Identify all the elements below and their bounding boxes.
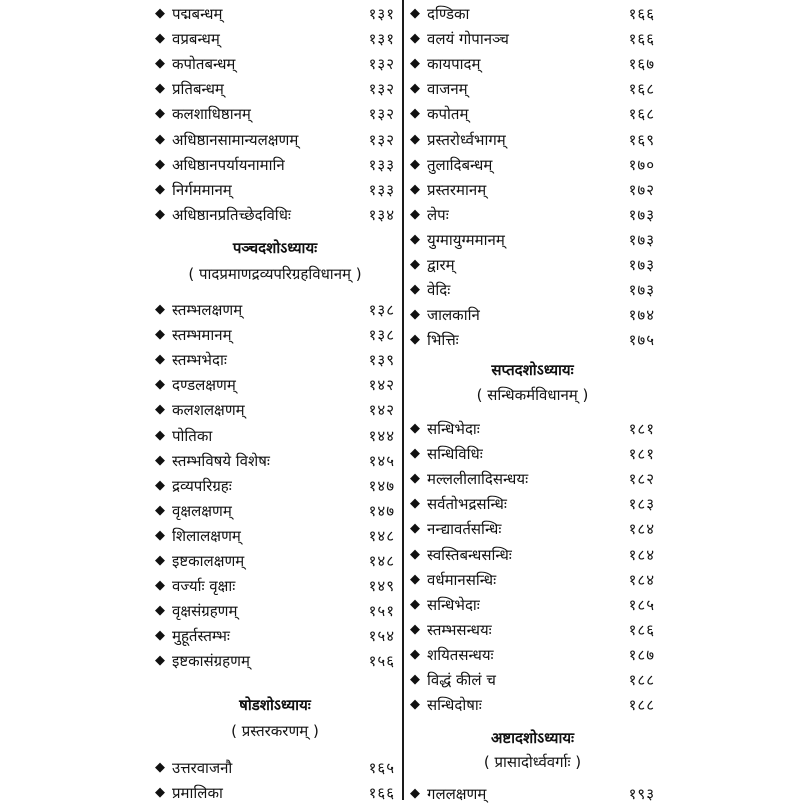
toc-entry-title: विद्धं कीलं च [427, 671, 496, 689]
toc-entry [155, 624, 395, 648]
chapter-heading: अष्टादशोऽध्यायः [490, 729, 575, 747]
toc-entry [410, 442, 655, 466]
toc-entry-title: वर्ज्याः वृक्षाः [172, 577, 236, 596]
toc-entry [155, 574, 395, 598]
toc-entry-title: शिलालक्षणम् [172, 526, 241, 545]
toc-entry [410, 328, 655, 352]
toc-entry-page-number: १८१ [628, 445, 655, 464]
toc-entry-page-number: १३१ [368, 30, 395, 49]
toc-entry-title: वृक्षलक्षणम् [172, 501, 232, 520]
diamond-bullet-icon: ◆ [155, 6, 165, 21]
toc-entry-page-number: १७४ [628, 306, 655, 325]
toc-entry [155, 549, 395, 573]
toc-entry-title: वलयं गोपानञ्च [427, 30, 509, 49]
toc-entry [155, 27, 395, 51]
chapter-heading: षोडशोऽध्यायः [239, 696, 311, 714]
diamond-bullet-icon: ◆ [410, 332, 420, 348]
diamond-bullet-icon: ◆ [410, 257, 420, 272]
diamond-bullet-icon: ◆ [410, 6, 420, 21]
diamond-bullet-icon: ◆ [155, 206, 165, 222]
toc-entry [410, 203, 655, 227]
diamond-bullet-icon: ◆ [410, 131, 420, 147]
toc-entry [410, 228, 655, 252]
diamond-bullet-icon: ◆ [410, 181, 420, 197]
toc-entry-page-number: १९३ [628, 785, 655, 803]
toc-entry [410, 618, 655, 642]
diamond-bullet-icon: ◆ [155, 452, 165, 468]
toc-entry-title: निर्गममानम् [172, 180, 232, 199]
chapter-heading: पञ्चदशोऽध्यायः [232, 239, 318, 257]
toc-entry [410, 52, 655, 76]
toc-entry-page-number: १५६ [368, 652, 395, 671]
toc-entry [410, 643, 655, 667]
toc-entry [410, 593, 655, 617]
diamond-bullet-icon: ◆ [155, 31, 165, 47]
toc-entry-page-number: १३८ [368, 301, 395, 319]
diamond-bullet-icon: ◆ [410, 596, 420, 612]
chapter-subheading: ( सन्धिकर्मविधानम् ) [476, 386, 589, 404]
toc-entry [155, 524, 395, 548]
toc-entry [155, 298, 395, 322]
toc-entry-title: वृक्षसंग्रहणम् [172, 602, 238, 621]
toc-entry-page-number: १८२ [628, 470, 655, 489]
toc-entry-page-number: १३२ [368, 130, 395, 149]
toc-entry-page-number: १७२ [628, 180, 655, 199]
toc-entry-page-number: १६८ [628, 105, 655, 124]
toc-entry [155, 2, 395, 26]
toc-entry-title: अधिष्ठानपर्यायनामानि [172, 155, 285, 174]
toc-entry-page-number: १३२ [368, 105, 395, 124]
toc-entry-page-number: १३८ [368, 326, 395, 345]
toc-entry-page-number: १८४ [628, 520, 655, 539]
toc-entry [410, 77, 655, 101]
toc-entry-title: इष्टकासंग्रहणम् [172, 652, 250, 671]
diamond-bullet-icon: ◆ [410, 421, 420, 436]
toc-entry-page-number: १४४ [368, 426, 395, 445]
diamond-bullet-icon: ◆ [410, 282, 420, 298]
toc-entry [155, 474, 395, 498]
chapter-subheading: ( प्रस्तरकरणम् ) [231, 722, 319, 740]
toc-entry-page-number: १३१ [368, 5, 395, 23]
diamond-bullet-icon: ◆ [410, 697, 420, 713]
toc-entry-page-number: १४२ [368, 401, 395, 420]
toc-entry-title: स्तम्भविषये विशेषः [172, 451, 270, 470]
diamond-bullet-icon: ◆ [155, 653, 165, 669]
toc-entry [155, 203, 395, 227]
toc-entry [155, 77, 395, 101]
toc-entry [410, 693, 655, 717]
toc-entry-title: सन्धिभेदाः [427, 595, 480, 614]
column-divider [402, 0, 404, 800]
toc-entry-title: द्रव्यपरिग्रहः [172, 476, 232, 495]
toc-entry [155, 449, 395, 473]
toc-entry [155, 52, 395, 76]
diamond-bullet-icon: ◆ [410, 521, 420, 537]
toc-entry-title: प्रतिबन्धम् [172, 80, 224, 99]
toc-entry-page-number: १८७ [628, 645, 655, 664]
toc-entry-page-number: १७० [628, 155, 655, 174]
diamond-bullet-icon: ◆ [155, 106, 165, 122]
toc-entry-title: द्वारम् [427, 256, 455, 274]
toc-entry-title: मुहूर्तस्तम्भः [172, 627, 230, 646]
toc-entry-page-number: १३९ [368, 351, 395, 370]
diamond-bullet-icon: ◆ [155, 81, 165, 97]
diamond-bullet-icon: ◆ [155, 760, 165, 775]
toc-entry-page-number: १६८ [628, 80, 655, 99]
diamond-bullet-icon: ◆ [410, 546, 420, 562]
toc-entry [155, 398, 395, 422]
toc-entry-title: दण्डिका [427, 5, 470, 23]
toc-entry-title: प्रस्तरोर्ध्वभागम् [427, 130, 506, 149]
diamond-bullet-icon: ◆ [155, 477, 165, 493]
toc-entry-title: वेदिः [427, 281, 451, 300]
diamond-bullet-icon: ◆ [410, 156, 420, 172]
diamond-bullet-icon: ◆ [155, 402, 165, 418]
toc-entry-page-number: १८४ [628, 570, 655, 589]
diamond-bullet-icon: ◆ [410, 471, 420, 487]
toc-entry-page-number: १६६ [628, 30, 655, 49]
toc-entry-title: सन्धिभेदाः [427, 420, 480, 438]
diamond-bullet-icon: ◆ [155, 56, 165, 72]
toc-entry [155, 599, 395, 623]
toc-entry-title: मल्ललीलादिसन्धयः [427, 470, 529, 489]
toc-entry-title: जालकानि [427, 306, 480, 325]
toc-entry-title: अधिष्ठानसामान्यलक्षणम् [172, 130, 299, 149]
toc-entry [155, 102, 395, 126]
toc-entry-page-number: १३४ [368, 205, 395, 224]
toc-entry-page-number: १४७ [368, 501, 395, 520]
toc-entry-title: स्तम्भभेदाः [172, 351, 227, 370]
toc-entry-title: कपोतबन्धम् [172, 55, 236, 74]
toc-entry-page-number: १७३ [628, 230, 655, 249]
diamond-bullet-icon: ◆ [155, 603, 165, 619]
diamond-bullet-icon: ◆ [410, 571, 420, 587]
diamond-bullet-icon: ◆ [410, 81, 420, 97]
toc-entry-page-number: १५४ [368, 627, 395, 646]
toc-entry-title: दण्डलक्षणम् [172, 376, 236, 395]
toc-entry-title: प्रस्तरमानम् [427, 180, 487, 199]
toc-entry-title: कपोतम् [427, 105, 469, 124]
toc-entry [410, 102, 655, 126]
toc-entry-title: पोतिका [172, 426, 213, 445]
toc-entry [410, 153, 655, 177]
toc-entry [410, 303, 655, 327]
toc-entry-title: तुलादिबन्धम् [427, 155, 493, 174]
toc-entry-title: भित्तिः [427, 331, 459, 350]
diamond-bullet-icon: ◆ [410, 446, 420, 462]
diamond-bullet-icon: ◆ [410, 307, 420, 323]
diamond-bullet-icon: ◆ [155, 302, 165, 317]
diamond-bullet-icon: ◆ [410, 672, 420, 687]
toc-entry [155, 128, 395, 152]
toc-entry-title: अधिष्ठानप्रतिच्छेदविधिः [172, 205, 291, 224]
toc-entry-page-number: १४८ [368, 552, 395, 570]
toc-entry [410, 668, 655, 692]
toc-entry-title: वर्धमानसन्धिः [427, 570, 497, 589]
toc-entry-page-number: १३२ [368, 80, 395, 99]
toc-entry [410, 2, 655, 26]
toc-entry-title: गललक्षणम् [427, 785, 487, 803]
toc-entry-page-number: १७३ [628, 256, 655, 274]
toc-entry [155, 178, 395, 202]
diamond-bullet-icon: ◆ [155, 156, 165, 172]
toc-entry-page-number: १८४ [628, 545, 655, 564]
toc-entry [155, 373, 395, 397]
toc-entry-page-number: १८१ [628, 420, 655, 438]
toc-entry-page-number: १६७ [628, 55, 655, 74]
toc-entry [155, 649, 395, 673]
toc-entry-page-number: १८८ [628, 671, 655, 689]
diamond-bullet-icon: ◆ [410, 31, 420, 47]
toc-entry [410, 568, 655, 592]
toc-entry-title: कलशलक्षणम् [172, 401, 245, 420]
diamond-bullet-icon: ◆ [410, 646, 420, 662]
diamond-bullet-icon: ◆ [155, 785, 165, 801]
toc-entry [410, 543, 655, 567]
diamond-bullet-icon: ◆ [155, 578, 165, 594]
toc-entry-title: शयितसन्धयः [427, 645, 494, 664]
chapter-subheading: ( प्रासादोर्ध्ववर्गाः ) [483, 753, 582, 771]
toc-entry [155, 348, 395, 372]
diamond-bullet-icon: ◆ [410, 621, 420, 637]
toc-entry [410, 253, 655, 277]
toc-entry-page-number: १८३ [628, 495, 655, 514]
toc-entry-page-number: १८६ [628, 620, 655, 639]
diamond-bullet-icon: ◆ [155, 502, 165, 518]
toc-entry-title: सन्धिविधिः [427, 445, 483, 464]
toc-entry [410, 278, 655, 302]
toc-entry [155, 424, 395, 448]
toc-entry [155, 756, 395, 780]
toc-entry-title: युग्मायुग्ममानम् [427, 230, 505, 249]
diamond-bullet-icon: ◆ [155, 377, 165, 393]
toc-entry-title: सर्वतोभद्रसन्धिः [427, 495, 507, 514]
toc-entry [155, 323, 395, 347]
toc-entry-page-number: १६६ [368, 784, 395, 803]
toc-entry-page-number: १३३ [368, 155, 395, 174]
toc-entry-title: कलशाधिष्ठानम् [172, 105, 251, 124]
diamond-bullet-icon: ◆ [410, 206, 420, 222]
toc-entry-page-number: १४५ [368, 451, 395, 470]
toc-entry-title: कायपादम् [427, 55, 481, 74]
diamond-bullet-icon: ◆ [155, 181, 165, 197]
toc-entry-title: सन्धिदोषाः [427, 696, 482, 715]
toc-entry-page-number: १६९ [628, 130, 655, 149]
toc-entry-page-number: १४९ [368, 577, 395, 596]
diamond-bullet-icon: ◆ [410, 106, 420, 122]
toc-entry-title: पद्मबन्धम् [172, 5, 223, 23]
toc-entry-title: स्तम्भमानम् [172, 326, 232, 345]
toc-entry-page-number: १६६ [628, 5, 655, 23]
toc-entry [410, 517, 655, 541]
diamond-bullet-icon: ◆ [410, 56, 420, 72]
toc-entry [155, 153, 395, 177]
diamond-bullet-icon: ◆ [410, 496, 420, 512]
toc-entry [155, 499, 395, 523]
toc-entry-page-number: १७३ [628, 281, 655, 300]
toc-entry [410, 492, 655, 516]
toc-entry [410, 417, 655, 441]
chapter-heading: सप्तदशोऽध्यायः [491, 361, 574, 379]
toc-entry-title: स्तम्भसन्धयः [427, 620, 492, 639]
toc-entry [155, 781, 395, 805]
toc-entry-page-number: १४२ [368, 376, 395, 395]
toc-entry-title: नन्द्यावर्तसन्धिः [427, 520, 502, 539]
diamond-bullet-icon: ◆ [155, 352, 165, 368]
toc-entry-page-number: १४७ [368, 476, 395, 495]
toc-entry-title: इष्टकालक्षणम् [172, 552, 245, 570]
toc-entry-page-number: १८८ [628, 696, 655, 715]
toc-entry [410, 27, 655, 51]
toc-entry-page-number: १३३ [368, 180, 395, 199]
toc-entry-title: स्वस्तिबन्धसन्धिः [427, 545, 512, 564]
diamond-bullet-icon: ◆ [155, 628, 165, 644]
toc-entry-page-number: १४८ [368, 526, 395, 545]
toc-entry-page-number: १३२ [368, 55, 395, 74]
diamond-bullet-icon: ◆ [155, 131, 165, 147]
toc-entry-page-number: १५१ [368, 602, 395, 621]
toc-entry [410, 467, 655, 491]
toc-entry [410, 178, 655, 202]
toc-entry [410, 128, 655, 152]
diamond-bullet-icon: ◆ [155, 527, 165, 543]
toc-entry-page-number: १८५ [628, 595, 655, 614]
toc-entry [410, 782, 655, 806]
diamond-bullet-icon: ◆ [155, 327, 165, 343]
toc-entry-title: वप्रबन्धम् [172, 30, 220, 49]
toc-entry-title: लेपः [427, 205, 449, 224]
toc-entry-title: स्तम्भलक्षणम् [172, 301, 243, 319]
toc-entry-title: उत्तरवाजनौ [172, 759, 233, 777]
chapter-subheading: ( पादप्रमाणद्रव्यपरिग्रहविधानम् ) [188, 265, 362, 283]
diamond-bullet-icon: ◆ [155, 553, 165, 568]
diamond-bullet-icon: ◆ [410, 231, 420, 247]
toc-entry-page-number: १७३ [628, 205, 655, 224]
toc-entry-title: प्रमालिका [172, 784, 223, 803]
toc-entry-title: वाजनम् [427, 80, 468, 99]
toc-entry-page-number: १६५ [368, 759, 395, 777]
toc-entry-page-number: १७५ [628, 331, 655, 350]
diamond-bullet-icon: ◆ [410, 786, 420, 801]
diamond-bullet-icon: ◆ [155, 427, 165, 443]
